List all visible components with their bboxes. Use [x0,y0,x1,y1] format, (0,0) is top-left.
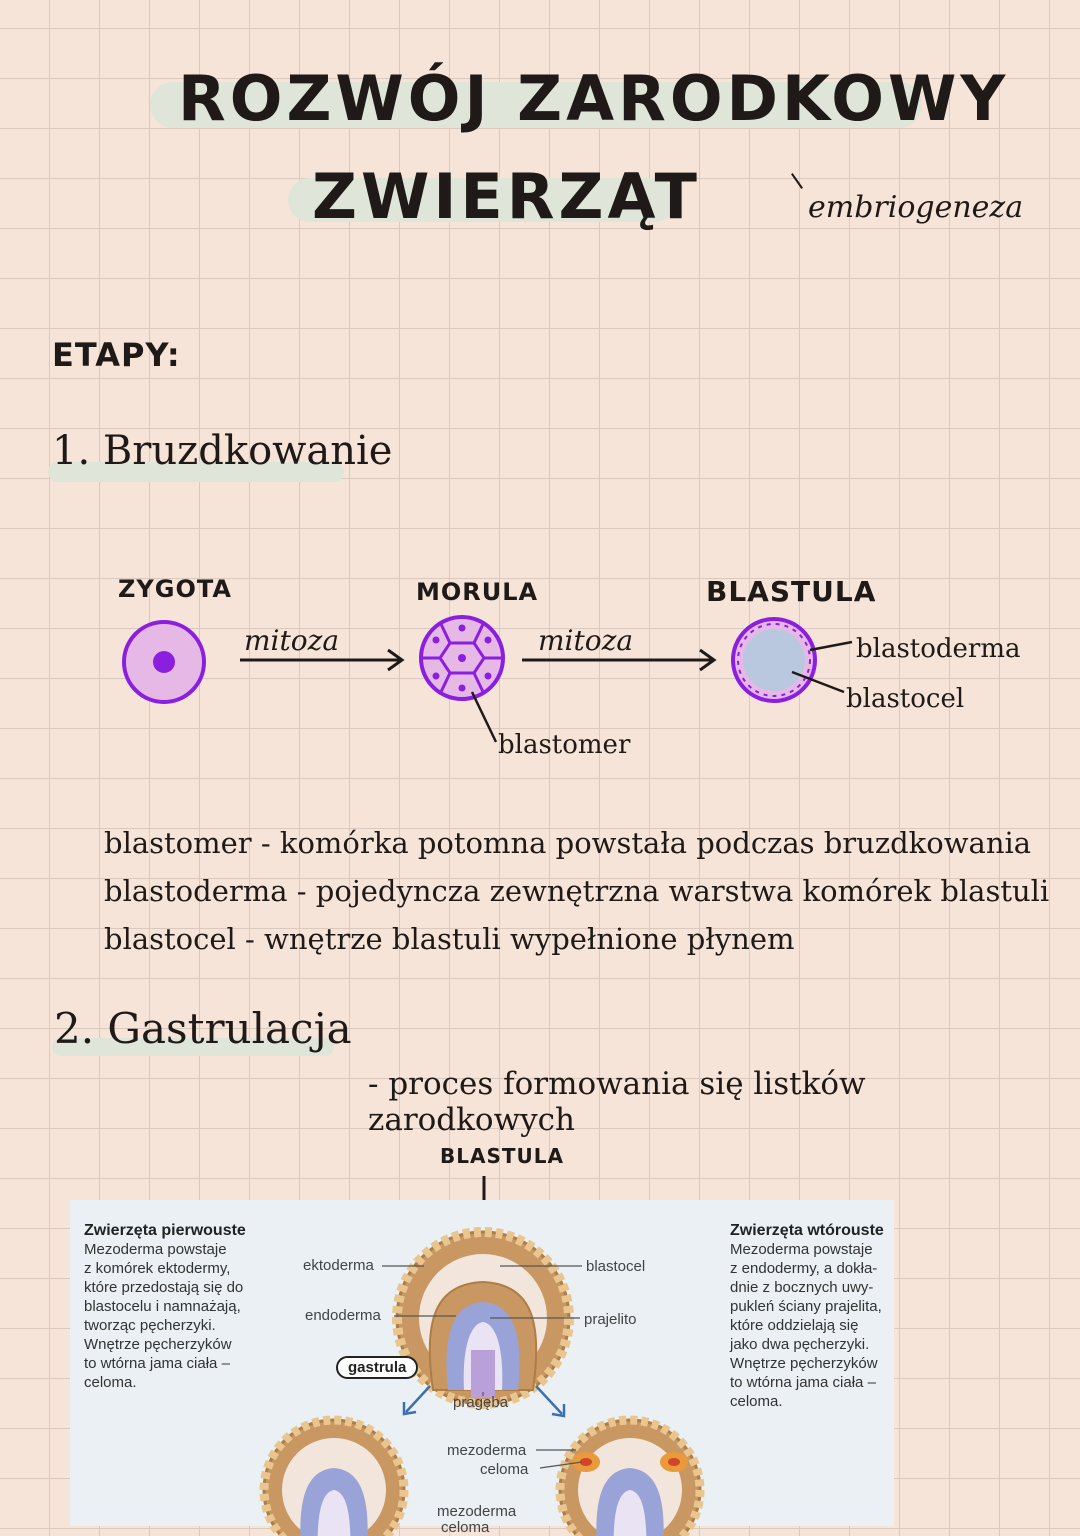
title-note-tick [791,173,803,189]
title-note: embriogeneza [808,190,1024,225]
left-line: celoma. [84,1374,137,1391]
section2-heading: 2. Gastrulacja [54,1004,352,1053]
arrow-2 [522,650,714,670]
right-line: celoma. [730,1393,783,1410]
mitoza-label-2: mitoza [538,624,634,657]
right-line: Mezoderma powstaje [730,1241,873,1258]
definition-blastocel [104,922,795,956]
left-line: tworząc pęcherzyki. [84,1317,216,1334]
right-line: jako dwa pęcherzyki. [730,1336,870,1353]
section1-heading: 1. Bruzdkowanie [52,428,393,474]
definition-term: blastocel [104,922,236,956]
right-line: z endodermy, a dokła- [730,1260,878,1277]
label-celoma-2: celoma [441,1519,490,1536]
left-line: z komórek ektodermy, [84,1260,231,1277]
blastoderma-pointer [810,642,852,650]
label-ektoderma: ektoderma [303,1257,374,1274]
left-line: Mezoderma powstaje [84,1241,227,1258]
blastoderma-label: blastoderma [856,634,1021,664]
right-line: Wnętrze pęcherzyków [730,1355,878,1372]
definition-desc: - komórka potomna powstała podczas bruzdkowania [260,826,1032,860]
label-celoma-1: celoma [480,1461,529,1478]
definition-blastomer [104,826,1031,860]
gastrulation-figure [70,1200,894,1536]
blastomer-pointer [472,692,496,742]
page-title-line-1: ROZWÓJ ZARODKOWY [178,62,1010,135]
right-line: które oddzielają się [730,1317,859,1334]
definition-blastoderma [104,874,1049,908]
morula-label: MORULA [416,578,539,606]
blastocel-label: blastocel [846,684,965,714]
right-line: dnie z bocznych uwy- [730,1279,874,1296]
definition-desc: - pojedyncza zewnętrzna warstwa komórek blastuli [296,874,1050,908]
section2-subtitle: - proces formowania się listków zarodkowych [368,1066,866,1138]
arrow-1 [240,650,402,670]
label-prageba: pragęba [453,1394,509,1411]
definition-term: blastomer [104,826,252,860]
blastula-cell [733,619,815,701]
left-line: Wnętrze pęcherzyków [84,1336,232,1353]
cleavage-diagram [0,590,1080,770]
gastrulation-blastula-label: BLASTULA [440,1144,564,1168]
label-mezoderma-1: mezoderma [447,1442,527,1459]
mitoza-label-1: mitoza [244,624,340,657]
morula-cell [421,617,503,699]
zygota-label: ZYGOTA [118,575,232,603]
label-gastrula: gastrula [336,1356,418,1379]
stages-label: ETAPY: [52,336,181,374]
label-prajelito: prajelito [584,1311,637,1328]
definition-term: blastoderma [104,874,288,908]
right-line: to wtórna jama ciała – [730,1374,876,1391]
right-title: Zwierzęta wtórouste [730,1222,884,1239]
gastrula-left [264,1420,404,1536]
left-title: Zwierzęta pierwouste [84,1222,246,1239]
zygota-cell [124,622,204,702]
label-mezoderma-2: mezoderma [437,1503,517,1520]
label-blastocel: blastocel [586,1258,646,1275]
page-title-line-2: ZWIERZĄT [312,160,701,233]
blastomer-label: blastomer [498,730,631,760]
left-line: które przedostają się do [84,1279,244,1296]
gastrula-right [560,1420,700,1536]
blastula-label: BLASTULA [706,575,877,608]
label-endoderma: endoderma [305,1307,381,1324]
left-line: blastocelu i namnażają, [84,1298,241,1315]
definition-desc: - wnętrze blastuli wypełnione płynem [245,922,795,956]
right-line: pukleń ściany prajelita, [730,1298,882,1315]
left-line: to wtórna jama ciała – [84,1355,230,1372]
